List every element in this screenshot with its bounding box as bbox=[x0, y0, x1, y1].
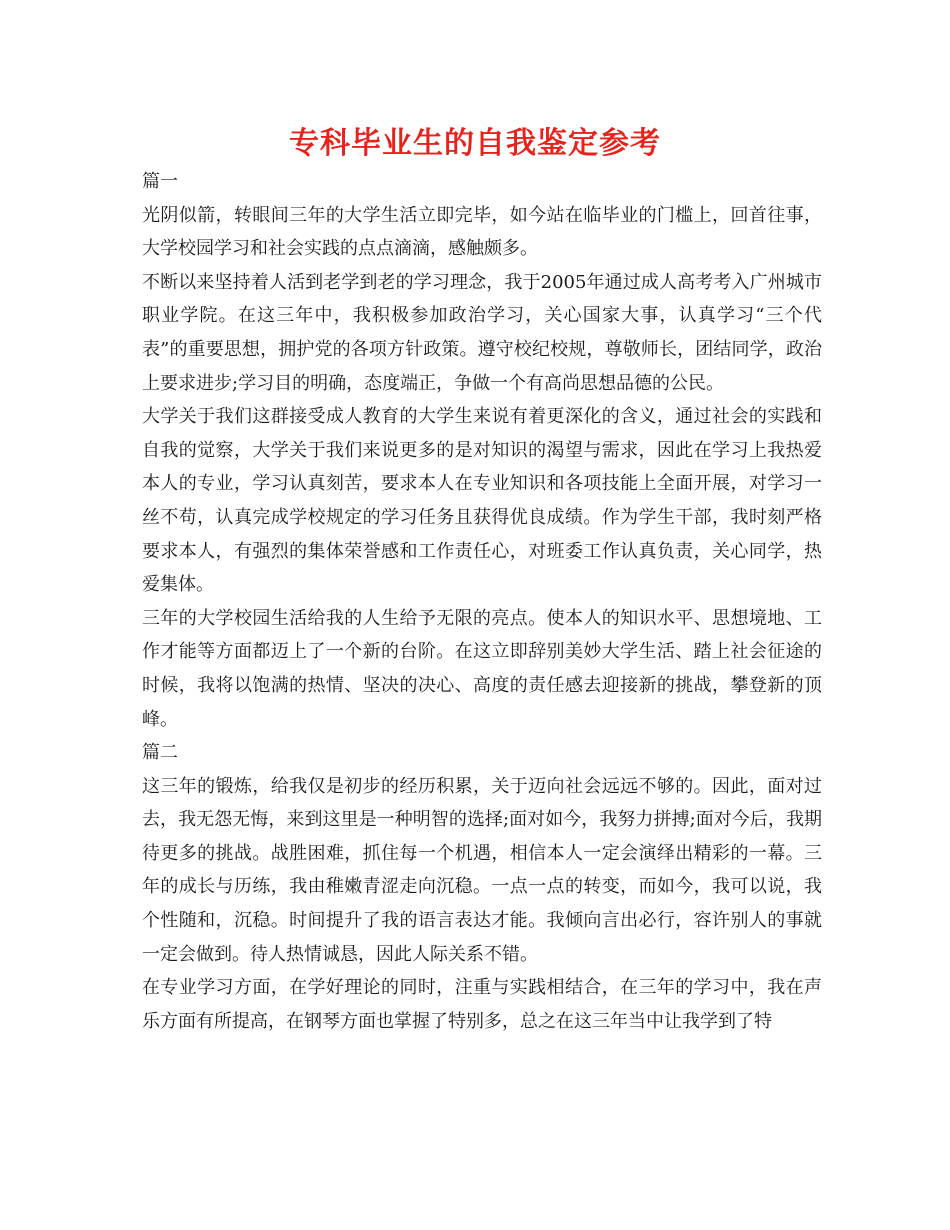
paragraph: 不断以来坚持着人活到老学到老的学习理念，我于2005年通过成人高考考入广州城市职业学院。在这三年中，我积极参加政治学习，关心国家大事，认真学习“三个代表”的重要思想，拥护党的各项方针政策。遵守校纪校规，尊敬师长，团结同学，政治上要求进步;学习目的明确，态度端正，争做一个有高尚思想品德的公民。 bbox=[142, 271, 822, 394]
paragraph: 大学关于我们这群接受成人教育的大学生来说有着更深化的含义，通过社会的实践和自我的觉察，大学关于我们来说更多的是对知识的渴望与需求，因此在学习上我热爱本人的专业，学习认真刻苦，要求本人在专业知识和各项技能上全面开展，对学习一丝不苟，认真完成学校规定的学习任务且获得优良成绩。作为学生干部，我时刻严格要求本人，有强烈的集体荣誉感和工作责任心，对班委工作认真负责，关心同学，热爱集体。 bbox=[142, 406, 822, 596]
document-title: 专科毕业生的自我鉴定参考 bbox=[289, 126, 661, 161]
document-body bbox=[142, 165, 822, 1038]
paragraph: 这三年的锻炼，给我仅是初步的经历积累，关于迈向社会远远不够的。因此，面对过去，我无怨无悔，来到这里是一种明智的选择;面对如今，我努力拼搏;面对今后，我期待更多的挑战。战胜困难，抓住每一个机遇，相信本人一定会演绎出精彩的一幕。三年的成长与历练，我由稚嫩青涩走向沉稳。一点一点的转变，而如今，我可以说，我个性随和，沉稳。时间提升了我的语言表达才能。我倾向言出必行，容许别人的事就一定会做到。待人热情诚恳，因此人际关系不错。 bbox=[142, 775, 822, 965]
paragraph: 三年的大学校园生活给我的人生给予无限的亮点。使本人的知识水平、思想境地、工作才能等方面都迈上了一个新的台阶。在这立即辞别美妙大学生活、踏上社会征途的时候，我将以饱满的热情、坚决的决心、高度的责任感去迎接新的挑战，攀登新的顶峰。 bbox=[142, 607, 822, 730]
section-heading-1: 篇一 bbox=[142, 171, 178, 192]
section-heading-2: 篇二 bbox=[142, 742, 178, 764]
paragraph: 光阴似箭，转眼间三年的大学生活立即完毕，如今站在临毕业的门槛上，回首往事，大学校园学习和社会实践的点点滴滴，感触颇多。 bbox=[142, 204, 822, 260]
paragraph: 在专业学习方面，在学好理论的同时，注重与实践相结合，在三年的学习中，我在声乐方面有所提高，在钢琴方面也掌握了特别多，总之在这三年当中让我学到了特 bbox=[142, 977, 822, 1032]
